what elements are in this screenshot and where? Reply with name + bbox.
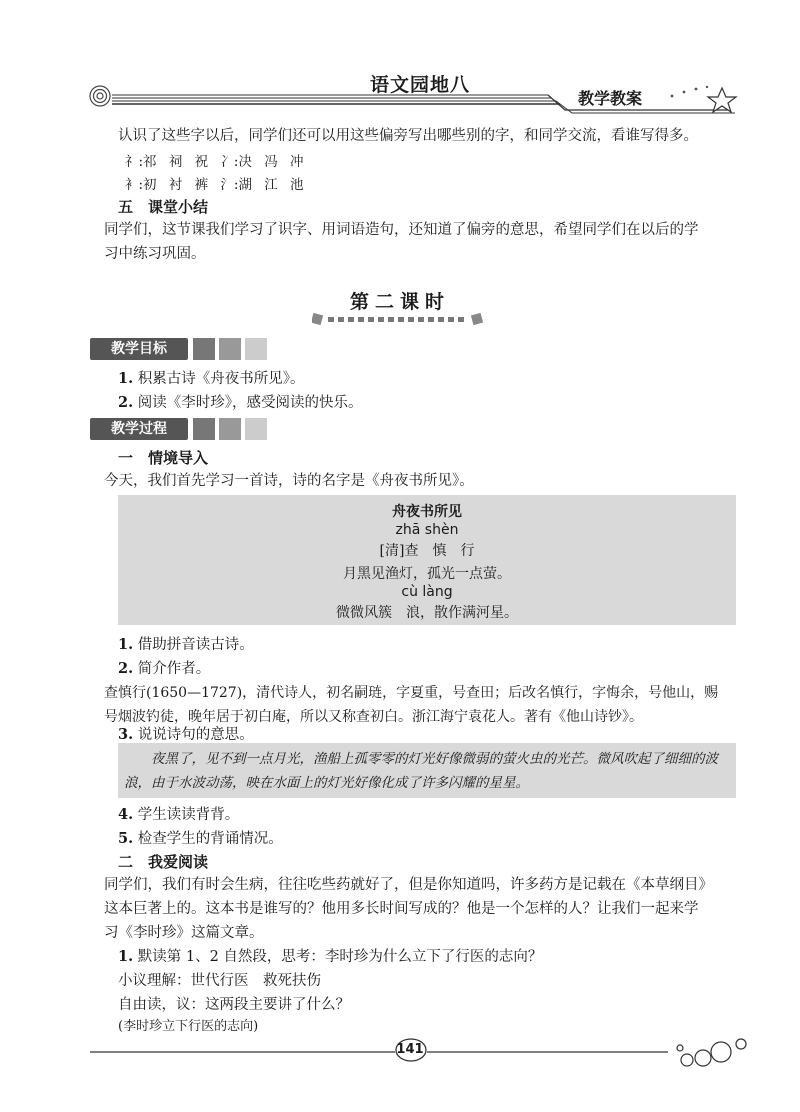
poem-author: [清]查 慎 行 <box>379 543 475 559</box>
section-2-intro-1: 同学们，我们有时会生病，往往吃些药就好了，但是你知道吗，许多药方是记载在《本草纲目》 <box>104 877 713 893</box>
poem-pinyin-2: cù làng <box>401 584 453 600</box>
page-header-decoration <box>0 0 800 125</box>
goal-2-number: 2. <box>118 394 134 411</box>
section-2-intro-3: 习《李时珍》这篇文章。 <box>104 925 264 941</box>
summary-line-1: 同学们，这节课我们学习了识字、用词语造句，还知道了偏旁的意思，希望同学们在以后的学 <box>104 222 699 238</box>
step-4-text: 学生读读背背。 <box>137 807 240 823</box>
step-3-number: 3. <box>118 726 134 743</box>
poem-meaning-box <box>118 743 736 798</box>
goal-1-number: 1. <box>118 370 134 387</box>
step-5-text: 检查学生的背诵情况。 <box>137 831 283 847</box>
poem-meaning: 夜黑了，见不到一点月光，渔船上孤零零的灯光好像微弱的萤火虫的光芒。微风吹起了细细的波浪，由于水波动荡，映在水面上的灯光好像化成了许多闪耀的星星。 <box>124 751 718 791</box>
step-5-number: 5. <box>118 830 134 847</box>
decor-square <box>219 418 241 440</box>
author-bio-line-1: 查慎行(1650—1727)，清代诗人，初名嗣琏，字夏重，号查田；后改名慎行，字悔余，号他山，赐 <box>104 685 719 701</box>
section-2-title: 二 我爱阅读 <box>118 853 209 871</box>
decor-square <box>245 338 267 360</box>
radical-row-2: 衤:初 衬 裤 氵:湖 江 池 <box>125 177 304 193</box>
step-5 <box>118 827 738 851</box>
page-number: 141 <box>396 1042 424 1057</box>
step-4-number: 4. <box>118 806 134 823</box>
teaching-goals-label: 教学目标 <box>90 338 188 360</box>
goal-2 <box>118 391 738 415</box>
radical-intro: 认识了这些字以后，同学们还可以用这些偏旁写出哪些别的字，和同学交流，看谁写得多。 <box>118 128 698 144</box>
goal-1 <box>118 367 738 391</box>
summary-line-2: 习中练习巩固。 <box>104 246 206 262</box>
decor-square <box>219 338 241 360</box>
step-4 <box>118 803 738 827</box>
step-1 <box>118 633 738 657</box>
step-2-text: 简介作者。 <box>137 661 211 677</box>
discussion-answer: (李时珍立下行医的志向) <box>118 1019 259 1034</box>
author-bio-line-2: 号烟波钓徒，晚年居于初白庵，所以又称查初白。浙江海宁袁花人。著有《他山诗钞》。 <box>104 709 643 725</box>
understanding-note: 小议理解：世代行医 救死扶伤 <box>118 973 321 989</box>
goal-2-text: 阅读《李时珍》，感受阅读的快乐。 <box>137 395 363 411</box>
step-1-number: 1. <box>118 636 134 653</box>
decor-square <box>193 418 215 440</box>
title-dotted-underline <box>312 312 492 326</box>
teaching-process-label: 教学过程 <box>90 418 188 440</box>
spiral-icon <box>90 86 110 106</box>
step-2-number: 2. <box>118 660 134 677</box>
step-3-text: 说说诗句的意思。 <box>137 727 254 743</box>
goal-1-text: 积累古诗《舟夜书所见》。 <box>137 371 305 387</box>
section-2-intro-2: 这本巨著上的。这本书是谁写的？他用多长时间写成的？他是一个怎样的人？让我们一起来学 <box>104 901 699 917</box>
decor-square <box>245 418 267 440</box>
question-1-number: 1. <box>118 948 134 965</box>
section-5-title: 五 课堂小结 <box>118 198 209 216</box>
poem-line-1: 月黑见渔灯，孤光一点萤。 <box>343 566 511 582</box>
poem-pinyin-1: zhā shèn <box>395 522 459 538</box>
bubbles-icon <box>677 1039 746 1066</box>
page-footer-decoration <box>0 1030 800 1100</box>
question-1 <box>118 945 738 969</box>
question-1-text: 默读第 1、2 自然段，思考：李时珍为什么立下了行医的志向？ <box>137 949 543 965</box>
lesson-title: 第二课时 <box>349 291 450 313</box>
header-badge: 教学教案 <box>578 89 643 108</box>
step-2 <box>118 657 738 681</box>
poem-line-2: 微微风簇 浪，散作满河星。 <box>336 605 518 621</box>
section-1-intro: 今天，我们首先学习一首诗，诗的名字是《舟夜书所见》。 <box>104 473 474 489</box>
poem-title: 舟夜书所见 <box>392 504 462 520</box>
radical-row-1: 礻:祁 祠 祝 冫:决 冯 冲 <box>125 154 304 170</box>
poem-box <box>118 495 736 625</box>
decor-square <box>193 338 215 360</box>
step-1-text: 借助拼音读古诗。 <box>137 637 254 653</box>
section-1-title: 一 情境导入 <box>118 449 209 467</box>
star-icon <box>708 88 736 112</box>
chapter-title: 语文园地八 <box>369 74 470 96</box>
discussion-prompt: 自由读，议：这两段主要讲了什么？ <box>118 997 350 1013</box>
